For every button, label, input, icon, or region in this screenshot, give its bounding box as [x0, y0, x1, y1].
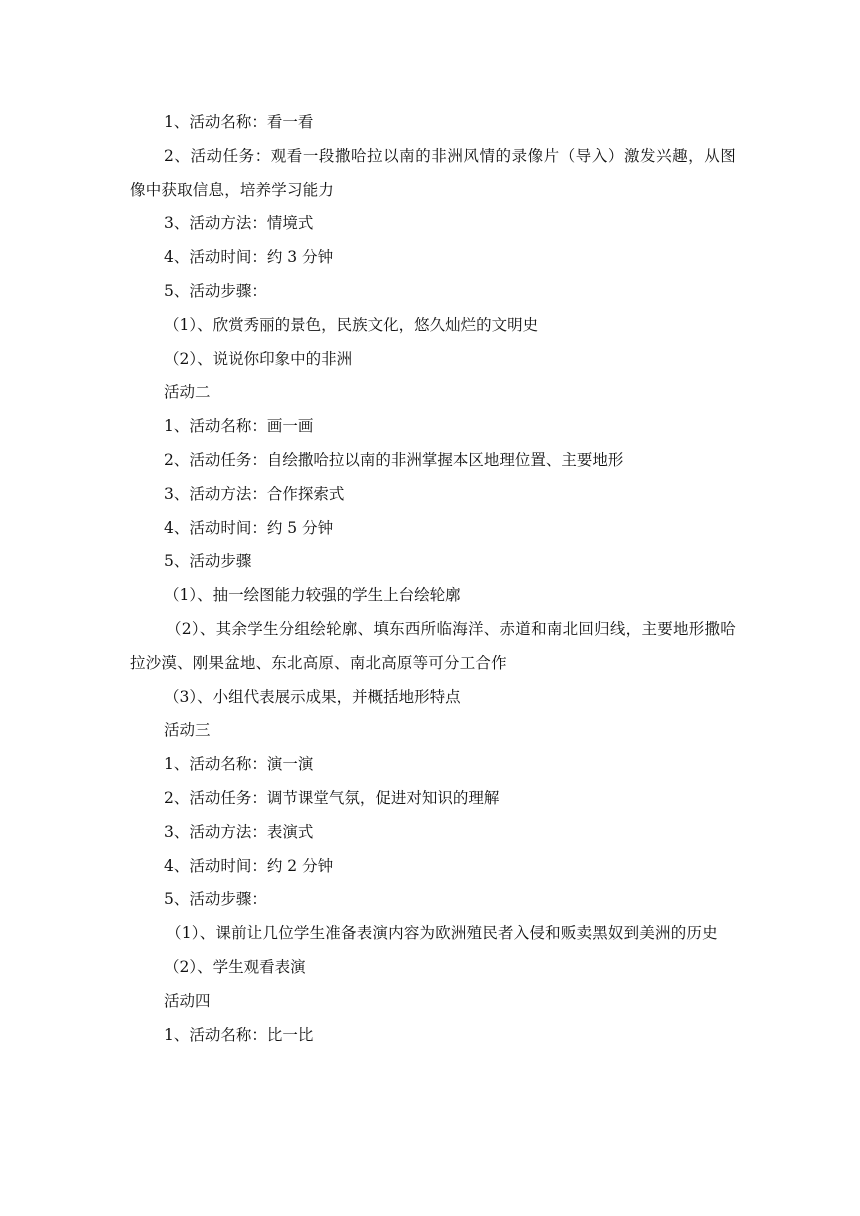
section-heading-activity-two: 活动二 — [164, 383, 211, 402]
activity-steps-line: 5、活动步骤 — [164, 552, 252, 571]
activity-name-line: 1、活动名称：比一比 — [164, 1025, 314, 1044]
step-item-paragraph: （2）、其余学生分组绘轮廓、填东西所临海洋、赤道和南北回归线，主要地形撒哈拉沙漠、刚果盆地、东北高原、南北高原等可分工合作 — [130, 619, 736, 672]
document-body — [130, 106, 736, 1052]
activity-name-line: 1、活动名称：画一画 — [164, 417, 314, 436]
step-item: （3）、小组代表展示成果，并概括地形特点 — [164, 687, 461, 706]
step-item-paragraph: （1）、课前让几位学生准备表演内容为欧洲殖民者入侵和贩卖黑奴到美洲的历史 — [166, 924, 718, 943]
step-item: （1）、欣赏秀丽的景色，民族文化，悠久灿烂的文明史 — [164, 315, 539, 334]
step-item: （2）、学生观看表演 — [164, 957, 306, 976]
activity-task-line: 2、活动任务：调节课堂气氛，促进对知识的理解 — [164, 788, 500, 807]
activity-task-line: 2、活动任务：自绘撒哈拉以南的非洲掌握本区地理位置、主要地形 — [164, 450, 624, 469]
activity-time-line: 4、活动时间：约 2 分钟 — [164, 856, 334, 875]
activity-name-line: 1、活动名称：演一演 — [164, 755, 314, 774]
activity-method-line: 3、活动方法：表演式 — [164, 822, 314, 841]
section-heading-activity-three: 活动三 — [164, 721, 211, 740]
activity-name-line: 1、活动名称：看一看 — [164, 113, 314, 131]
step-item: （2）、说说你印象中的非洲 — [164, 349, 353, 368]
activity-method-line: 3、活动方法：情境式 — [164, 214, 314, 233]
step-item: （1）、抽一绘图能力较强的学生上台绘轮廓 — [164, 586, 461, 605]
activity-steps-line: 5、活动步骤： — [164, 281, 267, 300]
activity-steps-line: 5、活动步骤： — [164, 890, 267, 909]
section-heading-activity-four: 活动四 — [164, 991, 211, 1010]
activity-method-line: 3、活动方法：合作探索式 — [164, 484, 345, 503]
activity-task-paragraph: 2、活动任务：观看一段撒哈拉以南的非洲风情的录像片（导入）激发兴趣，从图像中获取信息，培养学习能力 — [130, 146, 736, 199]
activity-time-line: 4、活动时间：约 3 分钟 — [164, 248, 334, 267]
activity-time-line: 4、活动时间：约 5 分钟 — [164, 518, 334, 537]
